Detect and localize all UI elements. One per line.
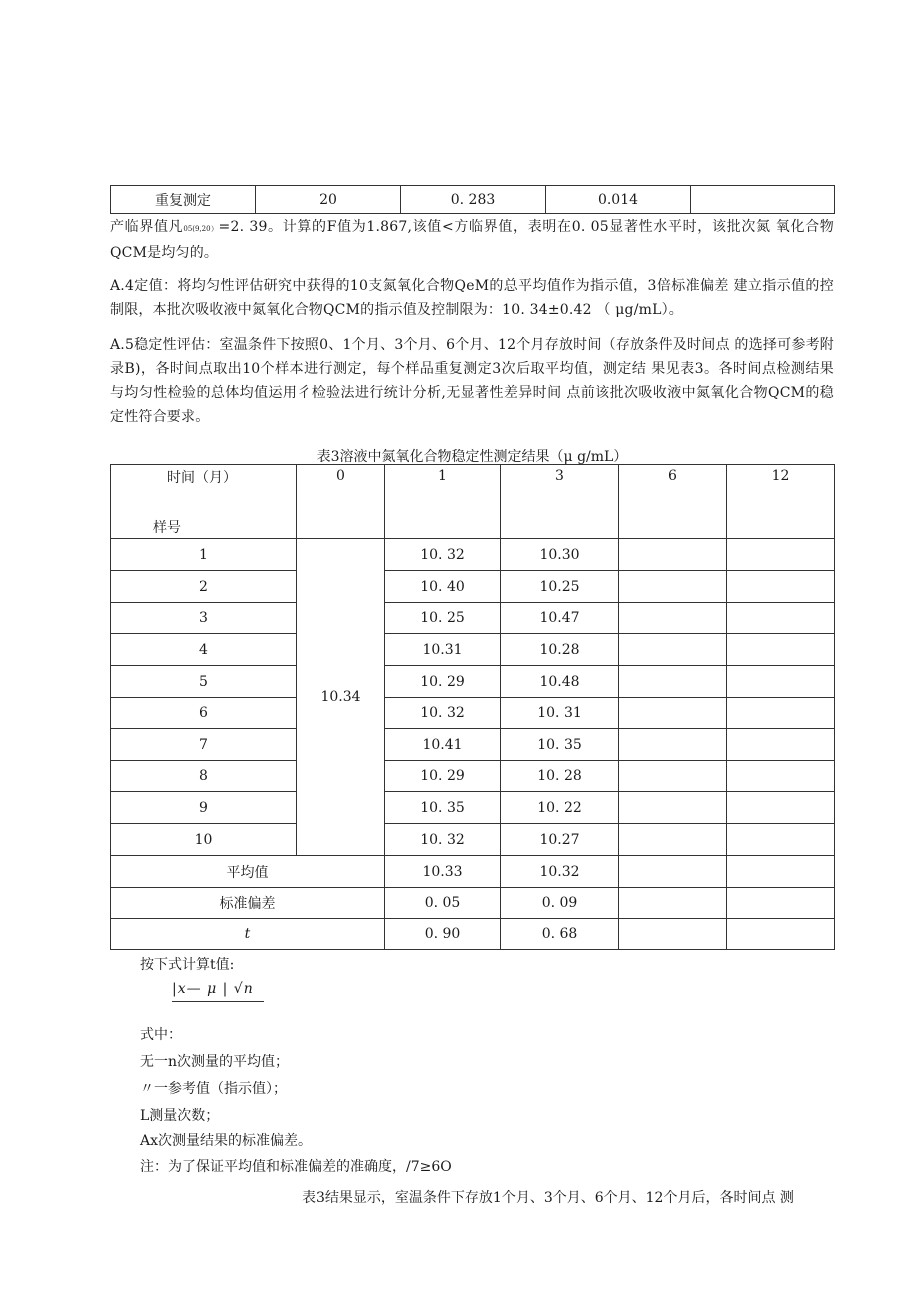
month12-value <box>727 666 835 698</box>
table3-caption: 表3溶液中氮氧化合物稳定性测定结果（μ g/mL） <box>316 449 628 465</box>
sd-label: 标准偏差 <box>111 888 385 919</box>
sample-id: 7 <box>111 729 297 761</box>
month12-value <box>727 539 835 571</box>
header-time: 时间（月） <box>167 470 237 486</box>
where-label: 式中： <box>140 1027 182 1043</box>
month12-value <box>727 824 835 856</box>
mean-month1: 10.33 <box>385 856 501 888</box>
month3-value: 10.47 <box>501 603 619 634</box>
sd-month3: 0. 09 <box>501 888 619 919</box>
header-month-1: 1 <box>385 465 501 539</box>
month1-value: 10. 25 <box>385 603 501 634</box>
month3-value: 10. 28 <box>501 761 619 792</box>
top-cell-label: 重复测定 <box>111 186 256 214</box>
paragraph-a4-value: A.4定值：将均匀性评估研究中获得的10支氮氧化合物QeM的总平均值作为指示值，3倍标准偏差 建立指示值的控制限，本批次吸收液中氮氧化合物QCM的指示值及控制限为：10. 34±0.42 （ μg/mL）。 <box>110 278 834 318</box>
table-row <box>111 698 835 729</box>
sample-id: 2 <box>111 571 297 603</box>
definition-sd: Ax次测量结果的标准偏差。 <box>140 1133 313 1149</box>
header-month-3: 3 <box>501 465 619 539</box>
month12-value <box>727 761 835 792</box>
month12-value <box>727 603 835 634</box>
month1-value: 10. 35 <box>385 792 501 824</box>
month3-value: 10.25 <box>501 571 619 603</box>
top-cell-ms: 0.014 <box>546 186 691 214</box>
month1-value: 10.41 <box>385 729 501 761</box>
sample-id: 8 <box>111 761 297 792</box>
para1-suffix: =2. 39。计算的F值为1.867,该值<方临界值，表明在0. 05显著性水平时，该批次氮 氧化合物QCM是均匀的。 <box>110 219 834 261</box>
month3-value: 10. 22 <box>501 792 619 824</box>
month1-value: 10.31 <box>385 634 501 666</box>
note: 注：为了保证平均值和标准偏差的准确度，/7≥6O <box>140 1159 452 1175</box>
t-month3: 0. 68 <box>501 919 619 950</box>
header-corner-cell <box>111 465 297 539</box>
table-row <box>111 666 835 698</box>
para1-subscript: 05(9,20） <box>183 225 219 233</box>
definition-reference: 〃一参考值（指示值）； <box>140 1081 287 1097</box>
month6-value <box>619 634 727 666</box>
top-table <box>110 185 835 214</box>
paragraph-a5-stability: A.5稳定性评估：室温条件下按照0、1个月、3个月、6个月、12个月存放时间（存放条件及时间点 的选择可参考附录B)，各时间点取出10个样本进行测定，每个样品重复测定3次后取平均值，测定结 果见表3。各时间点检测结果与均匀性检验的总体均值运用彳检验法进行统计分析,无显著性差异时间 点前该批次吸收液中氮氧化合物QCM的稳定性符合要求。 <box>110 337 834 425</box>
table-row <box>111 634 835 666</box>
t-month12 <box>727 919 835 950</box>
month6-value <box>619 698 727 729</box>
header-month-6: 6 <box>619 465 727 539</box>
mean-month12 <box>727 856 835 888</box>
sample-id: 4 <box>111 634 297 666</box>
sample-id: 9 <box>111 792 297 824</box>
month3-value: 10.30 <box>501 539 619 571</box>
month6-value <box>619 666 727 698</box>
mean-month6 <box>619 856 727 888</box>
top-cell-ss: 0. 283 <box>401 186 546 214</box>
formula-underline <box>172 1001 264 1002</box>
t-month1: 0. 90 <box>385 919 501 950</box>
sd-row <box>111 888 835 919</box>
month1-value: 10. 32 <box>385 824 501 856</box>
table-row <box>111 761 835 792</box>
sample-id: 6 <box>111 698 297 729</box>
table-row <box>111 603 835 634</box>
mean-month3: 10.32 <box>501 856 619 888</box>
table-header-row <box>111 465 835 539</box>
month6-value <box>619 729 727 761</box>
month1-value: 10. 32 <box>385 698 501 729</box>
month1-value: 10. 32 <box>385 539 501 571</box>
conclusion-line: 表3结果显示，室温条件下存放1个月、3个月、6个月、12个月后，各时间点 测 <box>302 1190 794 1206</box>
month6-value <box>619 571 727 603</box>
month6-value <box>619 603 727 634</box>
month6-value <box>619 824 727 856</box>
header-month-0: 0 <box>297 465 385 539</box>
month6-value <box>619 792 727 824</box>
table-row <box>111 571 835 603</box>
month3-value: 10.27 <box>501 824 619 856</box>
sd-month12 <box>727 888 835 919</box>
month3-value: 10. 35 <box>501 729 619 761</box>
top-cell-df: 20 <box>256 186 401 214</box>
stability-table <box>110 464 835 950</box>
month0-value: 10.34 <box>297 539 385 856</box>
definition-count: L测量次数； <box>140 1108 220 1124</box>
para1-prefix: 产临界值凡 <box>110 219 184 235</box>
month3-value: 10.28 <box>501 634 619 666</box>
header-month-12: 12 <box>727 465 835 539</box>
mean-label: 平均值 <box>111 856 385 888</box>
sample-id: 3 <box>111 603 297 634</box>
month12-value <box>727 792 835 824</box>
top-cell-empty <box>691 186 835 214</box>
t-row <box>111 919 835 950</box>
sample-id: 10 <box>111 824 297 856</box>
month1-value: 10. 40 <box>385 571 501 603</box>
table-row <box>111 824 835 856</box>
formula: |x— μ | √n <box>172 981 254 997</box>
month3-value: 10.48 <box>501 666 619 698</box>
month12-value <box>727 571 835 603</box>
month12-value <box>727 698 835 729</box>
month3-value: 10. 31 <box>501 698 619 729</box>
t-month6 <box>619 919 727 950</box>
month1-value: 10. 29 <box>385 761 501 792</box>
definition-mean: 无一n次测量的平均值； <box>140 1054 290 1070</box>
paragraph-f-test <box>110 215 834 265</box>
table-row <box>111 729 835 761</box>
table-row <box>111 539 835 571</box>
table-row <box>111 792 835 824</box>
month12-value <box>727 634 835 666</box>
sd-month1: 0. 05 <box>385 888 501 919</box>
month1-value: 10. 29 <box>385 666 501 698</box>
month12-value <box>727 729 835 761</box>
mean-row <box>111 856 835 888</box>
formula-intro: 按下式计算t值: <box>140 957 235 973</box>
t-label: t <box>111 919 385 950</box>
sd-month6 <box>619 888 727 919</box>
month6-value <box>619 761 727 792</box>
header-sample: 样号 <box>153 520 181 536</box>
table-row <box>111 186 835 214</box>
month6-value <box>619 539 727 571</box>
sample-id: 5 <box>111 666 297 698</box>
sample-id: 1 <box>111 539 297 571</box>
